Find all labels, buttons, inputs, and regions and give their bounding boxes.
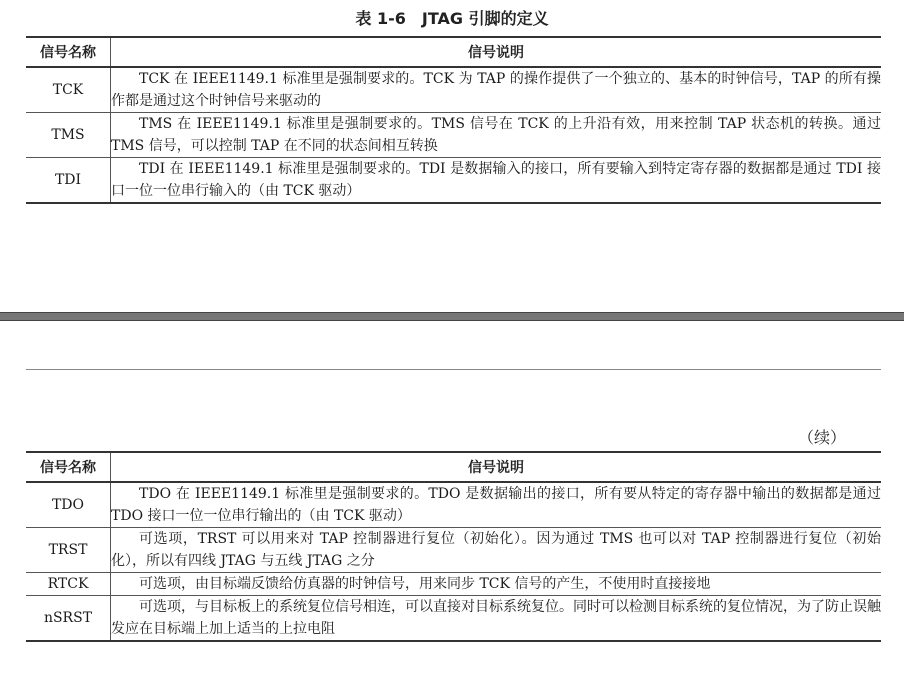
header-signal-description: 信号说明 — [111, 452, 882, 482]
signal-description-nsrst: 可选项，与目标板上的系统复位信号相连，可以直接对目标系统复位。同时可以检测目标系统的复位情况，为了防止误触发应在目标端上加上适当的上拉电阻 — [111, 596, 882, 642]
signal-description-tck: TCK 在 IEEE1149.1 标准里是强制要求的。TCK 为 TAP 的操作提供了一个独立的、基本的时钟信号，TAP 的所有操作都是通过这个时钟信号来驱动的 — [111, 67, 882, 113]
jtag-pin-table-part2 — [26, 451, 881, 642]
signal-description-trst: 可选项，TRST 可以用来对 TAP 控制器进行复位（初始化）。因为通过 TMS 也可以对 TAP 控制器进行复位（初始化），所以有四线 JTAG 与五线 JTAG 之分 — [111, 528, 882, 573]
header-signal-name: 信号名称 — [26, 37, 111, 67]
signal-name-tdi: TDI — [26, 158, 111, 204]
signal-name-nsrst: nSRST — [26, 596, 111, 642]
signal-description-tdi: TDI 在 IEEE1149.1 标准里是强制要求的。TDI 是数据输入的接口，所有要输入到特定寄存器的数据都是通过 TDI 接口一位一位串行输入的（由 TCK 驱动） — [111, 158, 882, 204]
table-header-row — [26, 37, 881, 67]
signal-name-tms: TMS — [26, 113, 111, 158]
table-row — [26, 158, 881, 204]
signal-name-trst: TRST — [26, 528, 111, 573]
table-row — [26, 67, 881, 113]
signal-name-tdo: TDO — [26, 482, 111, 528]
signal-description-rtck: 可选项，由目标端反馈给仿真器的时钟信号，用来同步 TCK 信号的产生，不使用时直接接地 — [111, 573, 882, 596]
signal-name-tck: TCK — [26, 67, 111, 113]
signal-description-tdo: TDO 在 IEEE1149.1 标准里是强制要求的。TDO 是数据输出的接口，所有要从特定的寄存器中输出的数据都是通过 TDO 接口一位一位串行输出的（由 TCK 驱动） — [111, 482, 882, 528]
jtag-pin-table-part1 — [26, 36, 881, 204]
header-signal-name: 信号名称 — [26, 452, 111, 482]
table-header-row — [26, 452, 881, 482]
header-signal-description: 信号说明 — [111, 37, 882, 67]
table-row — [26, 573, 881, 596]
table-row — [26, 528, 881, 573]
table-row — [26, 113, 881, 158]
table-row — [26, 482, 881, 528]
signal-description-tms: TMS 在 IEEE1149.1 标准里是强制要求的。TMS 信号在 TCK 的上升沿有效，用来控制 TAP 状态机的转换。通过 TMS 信号，可以控制 TAP 在不同的状态间相互转换 — [111, 113, 882, 158]
table-caption: 表 1-6 JTAG 引脚的定义 — [355, 9, 549, 28]
page-top-rule — [26, 369, 881, 370]
signal-name-rtck: RTCK — [26, 573, 111, 596]
page-break-band — [0, 312, 904, 321]
table-row — [26, 596, 881, 642]
continued-label: （续） — [797, 428, 846, 447]
